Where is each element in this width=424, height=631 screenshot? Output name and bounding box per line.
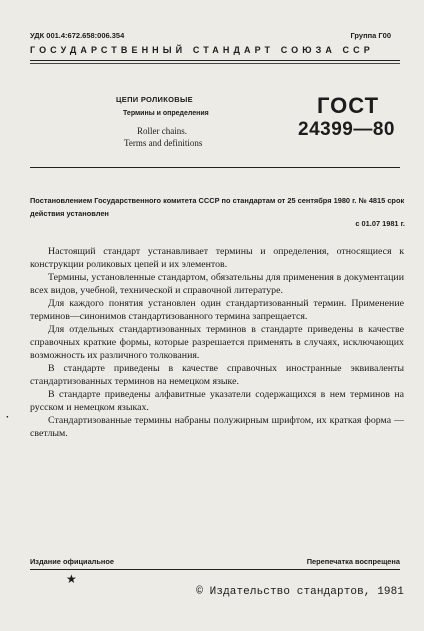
body-paragraph: Стандартизованные термины набраны полужирным шрифтом, их краткая форма — светлым. xyxy=(30,415,404,440)
body-paragraph: Термины, установленные стандартом, обязательны для применения в документации всех видов, учебной, технической и справочной литературе. xyxy=(30,272,404,296)
body-paragraph: В стандарте приведены алфавитные указатели содержащихся в нем терминов на русском и немецком языках. xyxy=(30,389,404,414)
margin-mark: · xyxy=(6,412,10,423)
body-paragraph: Настоящий стандарт устанавливает термины и определения, относящиеся к конструкции роликовых цепей и их элементов. xyxy=(30,246,404,270)
edition-note: Издание официальное xyxy=(30,557,115,566)
gost-label: ГОСТ xyxy=(317,93,380,118)
publisher-copyright: © Издательство стандартов, 1981 xyxy=(196,586,404,598)
group-code: Группа Г00 xyxy=(350,31,391,40)
title-english: Roller chains. xyxy=(137,126,187,136)
title-russian: ЦЕПИ РОЛИКОВЫЕ xyxy=(116,95,193,104)
body-paragraph: В стандарте приведены в качестве справочных иностранные эквиваленты стандартизованных терминов на немецком языке. xyxy=(30,363,404,387)
star-icon: ★ xyxy=(66,572,77,586)
udk-code: УДК 001.4:672.658:006.354 xyxy=(30,31,125,40)
subtitle-english: Terms and definitions xyxy=(124,138,203,148)
body-paragraph: Для каждого понятия установлен один стандартизованный термин. Применение терминов—синонимов стандартизованного термина запрещается. xyxy=(30,298,404,322)
decree-text: Постановлением Государственного комитета СССР по стандартам от 25 сентября 1980 г. № 4815 срок действия установлен xyxy=(30,196,405,218)
header-rule xyxy=(30,60,400,61)
reprint-note: Перепечатка воспрещена xyxy=(306,557,400,566)
subtitle-russian: Термины и определения xyxy=(123,110,209,117)
body-text xyxy=(30,246,404,441)
effective-date: с 01.07 1981 г. xyxy=(355,219,405,228)
title-rule xyxy=(30,167,400,168)
footer-rule xyxy=(30,569,400,570)
body-paragraph: Для отдельных стандартизованных терминов в стандарте приведены в качестве справочных краткие формы, которые разрешается применять в случаях, исключающих возможность их различного толкования. xyxy=(30,324,404,361)
gost-number: 24399—80 xyxy=(298,119,395,140)
standard-org-header: ГОСУДАРСТВЕННЫЙ СТАНДАРТ СОЮЗА ССР xyxy=(30,45,374,55)
header-rule-thin xyxy=(30,63,400,64)
